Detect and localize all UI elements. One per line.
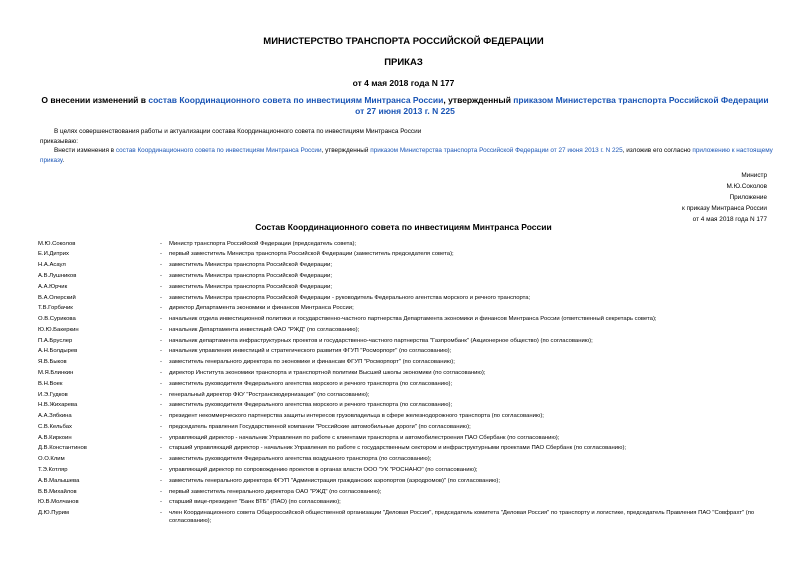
member-position: заместитель Министра транспорта Российской Федерации; [169, 283, 332, 290]
member-position: заместитель Министра транспорта Российской Федерации; [169, 272, 332, 279]
member-dash: - [160, 413, 162, 420]
order-paragraph [40, 146, 780, 165]
member-name: М.Ю.Соколов [38, 240, 76, 247]
doc-type-heading: ПРИКАЗ [384, 57, 423, 68]
member-position: заместитель руководителя Федерального агентства морского и речного транспорта (по согласованию); [169, 380, 453, 387]
member-position: директор Института экономики транспорта и транспортной политики Высшей школы экономики (по согласованию); [169, 369, 486, 376]
member-position: заместитель руководителя Федерального агентства морского и речного транспорта (по согласованию); [169, 402, 453, 409]
member-dash: - [160, 510, 162, 517]
member-name: А.А.Юрчик [38, 283, 68, 290]
table-row [38, 325, 774, 336]
table-row [38, 509, 774, 527]
member-name: А.Н.Болдырев [38, 348, 78, 355]
member-dash: - [160, 499, 162, 506]
order-link-order[interactable]: приказом Министерства транспорта Российской Федерации от 27 июня 2013 г. N 225 [370, 147, 623, 154]
members-table [38, 239, 774, 527]
member-position: старший управляющий директор - начальник Управления по работе с государственным сектором и инфраструктурными проектами ПАО Сбербанк (по согласованию); [169, 445, 627, 452]
member-name: Д.В.Константинов [38, 445, 87, 452]
member-name: А.В.Лушников [38, 272, 77, 279]
table-row [38, 379, 774, 390]
member-dash: - [160, 467, 162, 473]
member-name: Н.В.Жихарева [38, 402, 78, 409]
order-link-composition[interactable]: состав Координационного совета по инвестициям Минтранса России [115, 147, 322, 154]
member-dash: - [160, 434, 162, 441]
member-dash: - [160, 251, 162, 258]
table-row [38, 476, 774, 487]
member-dash: - [160, 294, 162, 301]
signer-name: М.Ю.Соколов [726, 183, 767, 190]
member-dash: - [160, 316, 162, 323]
member-dash: - [160, 477, 162, 484]
member-name: О.В.Сурикова [38, 316, 76, 323]
member-dash: - [160, 305, 162, 312]
member-dash: - [160, 240, 162, 247]
member-name: И.Э.Гудков [38, 391, 68, 398]
order-text-1: Внести изменения в [54, 147, 116, 154]
member-position: начальник отдела инвестиционной политики и государственно-частного партнерства Департамента экономики и финансов Минтранса России (ответственный секретарь совета); [169, 316, 657, 323]
annex-date: от 4 мая 2018 года N 177 [692, 216, 767, 223]
preamble-paragraph [40, 127, 780, 146]
member-name: Д.Ю.Пурим [38, 510, 69, 517]
member-position: председатель правления Государственной компании "Российские автомобильные дороги" (по согласованию); [169, 423, 471, 430]
member-dash: - [160, 391, 162, 398]
member-position: начальник Департамента инвестиций ОАО "РЖД" (по согласованию); [169, 326, 360, 333]
member-position: Министр транспорта Российской Федерации (председатель совета); [169, 240, 357, 247]
annex-to: к приказу Минтранса России [682, 205, 767, 212]
member-position: заместитель Министра транспорта Российской Федерации; [169, 262, 332, 269]
member-name: П.А.Бруслер [38, 337, 73, 344]
table-row [38, 422, 774, 433]
member-position: член Координационного совета Общероссийской общественной организации "Деловая Россия", председатель комитета "Деловая Россия" по транспорту и логистике, председатель Правления ПАО "Совфрахт" (по согласованию); [169, 510, 755, 524]
member-position: управляющий директор - начальник Управления по работе с клиентами транспорта и автомобилестроения ПАО Сбербанк (по согласованию); [169, 434, 560, 441]
subject-link-order[interactable]: приказом Министерства транспорта Российской Федерации от 27 июня 2013 г. N 225 [355, 95, 769, 116]
members-table-body [38, 239, 774, 527]
signer-role: Министр [741, 172, 767, 179]
member-dash: - [160, 272, 162, 279]
subject-text-2: , утвержденный [443, 95, 514, 105]
table-row [38, 368, 774, 379]
table-row [38, 282, 774, 293]
table-row [38, 465, 774, 476]
member-position: старший вице-президент "Банк ВТБ" (ПАО) (по согласованию); [169, 499, 341, 506]
table-row [38, 293, 774, 304]
order-link-annex[interactable]: приложению к настоящему приказу [40, 147, 773, 164]
table-row [38, 433, 774, 444]
member-position: управляющий директор по сопровождению проектов в органах власти ООО "УК "РОСНАНО" (по согласованию); [169, 467, 478, 473]
member-name: Т.Э.Котляр [38, 467, 68, 473]
subject-text-1: О внесении изменений в [41, 95, 149, 105]
member-position: заместитель руководителя Федерального агентства воздушного транспорта (по согласованию); [169, 456, 432, 463]
member-name: А.В.Киркоин [38, 434, 72, 441]
table-row [38, 487, 774, 498]
member-dash: - [160, 445, 162, 452]
order-text-2: , утвержденный [321, 147, 371, 154]
member-dash: - [160, 369, 162, 376]
table-row [38, 455, 774, 466]
member-name: Н.А.Асаул [38, 262, 66, 269]
table-row [38, 498, 774, 509]
order-text-3: , изложив его согласно [622, 147, 693, 154]
doc-date-number: от 4 мая 2018 года N 177 [352, 78, 455, 88]
member-dash: - [160, 337, 162, 344]
table-row [38, 304, 774, 315]
member-dash: - [160, 380, 162, 387]
member-dash: - [160, 456, 162, 463]
member-name: Е.И.Дитрих [38, 251, 69, 258]
table-row [38, 390, 774, 401]
table-row [38, 261, 774, 272]
annex-label: Приложение [729, 194, 767, 201]
member-name: В.А.Олерский [38, 294, 76, 301]
member-dash: - [160, 402, 162, 409]
member-name: О.О.Клим [38, 456, 65, 463]
member-dash: - [160, 488, 162, 495]
member-position: генеральный директор ФКУ "Ространсмодернизация" (по согласованию); [169, 391, 370, 398]
member-position: заместитель генерального директора по экономике и финансам ФГУП "Росморпорт" (по согласованию); [169, 359, 455, 366]
member-position: директор Департамента экономики и финансов Минтранса России; [169, 305, 354, 312]
member-position: заместитель Министра транспорта Российской Федерации - руководитель Федерального агентства морского и речного транспорта; [169, 294, 531, 301]
member-dash: - [160, 423, 162, 430]
table-row [38, 444, 774, 455]
table-row [38, 412, 774, 423]
table-row [38, 336, 774, 347]
member-name: М.Я.Блинкин [38, 369, 74, 376]
member-name: В.В.Михайлов [38, 488, 77, 495]
member-position: первый заместитель Министра транспорта Российской Федерации (заместитель председателя совета); [169, 251, 454, 258]
member-position: начальник департамента инфраструктурных проектов и государственно-частного партнерства "Газпромбанк" (Акционерное общество) (по согласованию); [169, 337, 593, 344]
member-name: Я.В.Быков [38, 359, 67, 366]
table-row [38, 401, 774, 412]
composition-title: Состав Координационного совета по инвестициям Минтранса России [255, 222, 552, 232]
member-name: А.В.Малышева [38, 477, 80, 484]
member-name: С.В.Кельбах [38, 423, 72, 430]
member-name: Ю.Ю.Бакеркин [38, 326, 79, 333]
ministry-heading: МИНИСТЕРСТВО ТРАНСПОРТА РОССИЙСКОЙ ФЕДЕРАЦИИ [263, 36, 544, 47]
table-row [38, 314, 774, 325]
member-dash: - [160, 262, 162, 269]
order-subject [40, 95, 770, 117]
member-position: президент некоммерческого партнерства защиты интересов грузовладельца в сфере железнодорожного транспорта (по согласованию); [169, 413, 544, 420]
member-name: А.А.Зябкина [38, 413, 72, 420]
member-position: заместитель генерального директора ФГУП "Администрация гражданских аэропортов (аэродромов)" (по согласованию); [169, 477, 500, 484]
table-row [38, 347, 774, 358]
member-position: первый заместитель генерального директора ОАО "РЖД" (по согласованию); [169, 488, 382, 495]
member-position: начальник управления инвестиций и стратегического развития ФГУП "Росморпорт" (по согласованию); [169, 348, 452, 355]
subject-link-composition[interactable]: состав Координационного совета по инвестициям Минтранса России [148, 95, 444, 105]
table-row [38, 358, 774, 369]
member-dash: - [160, 348, 162, 355]
preamble-text: В целях совершенствования работы и актуализации состава Координационного совета по инвестициям Минтранса России [54, 128, 422, 135]
preamble-order-word: приказываю: [40, 137, 78, 145]
member-name: Т.В.Горбачик [38, 305, 73, 312]
table-row [38, 271, 774, 282]
member-dash: - [160, 326, 162, 333]
table-row [38, 239, 774, 250]
member-dash: - [160, 359, 162, 366]
signature-block [682, 170, 767, 225]
member-name: Ю.В.Молчанов [38, 499, 79, 506]
order-text-4: . [62, 156, 65, 164]
member-name: В.Н.Воек [38, 380, 63, 387]
member-dash: - [160, 283, 162, 290]
table-row [38, 250, 774, 261]
